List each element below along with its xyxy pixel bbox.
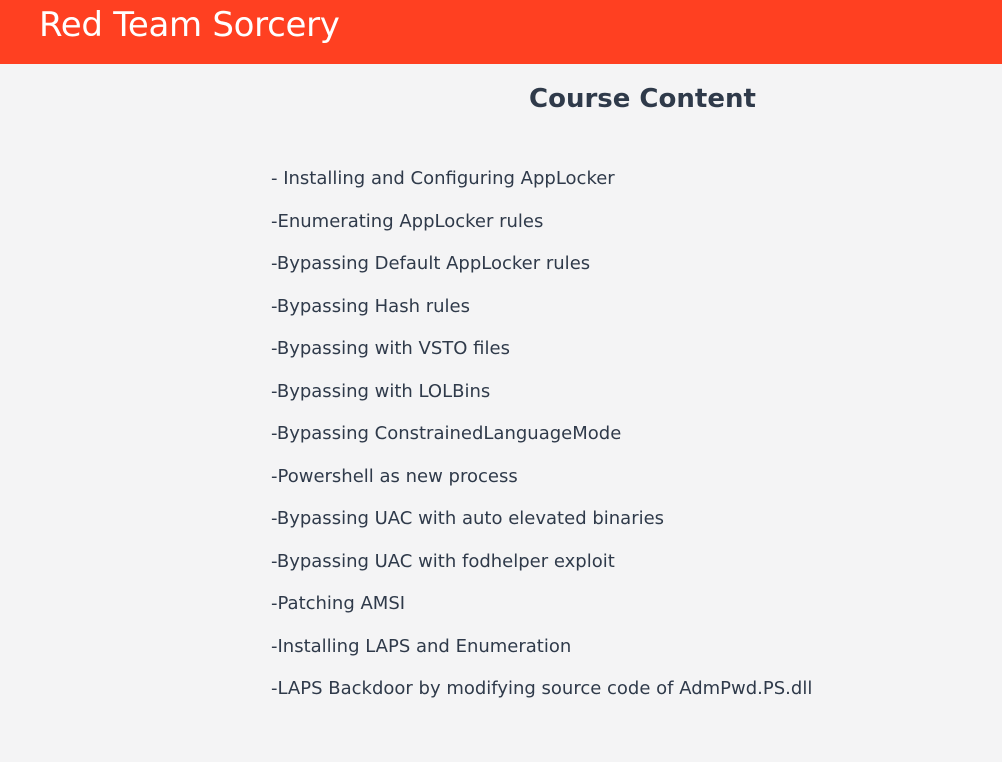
page-title: Course Content (529, 84, 756, 114)
list-item: -Bypassing ConstrainedLanguageMode (271, 423, 622, 444)
list-item: -Bypassing Hash rules (271, 295, 470, 317)
list-item: -Bypassing with LOLBins (271, 380, 491, 402)
list-item: -Bypassing with VSTO files (271, 338, 510, 359)
list-item: -LAPS Backdoor by modifying source code of AdmPwd.PS.dll (271, 678, 813, 699)
site-brand-link[interactable]: Red Team Sorcery (39, 5, 340, 45)
list-item: -Enumerating AppLocker rules (271, 210, 544, 232)
list-item: - Installing and Configuring AppLocker (271, 168, 615, 189)
course-content-list (271, 165, 961, 718)
list-item: -Installing LAPS and Enumeration (271, 635, 572, 657)
list-item: -Bypassing UAC with auto elevated binaries (271, 508, 665, 529)
site-header (0, 0, 1002, 64)
list-item: -Bypassing UAC with fodhelper exploit (271, 550, 615, 572)
list-item: -Bypassing Default AppLocker rules (271, 253, 591, 274)
list-item: -Powershell as new process (271, 465, 518, 487)
list-item: -Patching AMSI (271, 593, 406, 614)
